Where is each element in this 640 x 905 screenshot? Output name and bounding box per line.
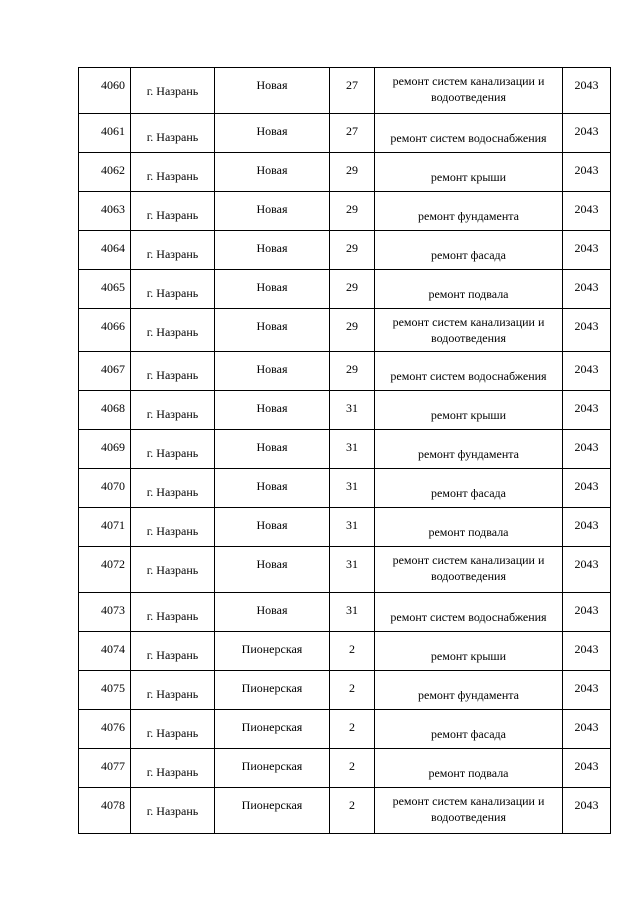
street-cell: Новая [215, 547, 330, 593]
year-cell: 2043 [563, 153, 611, 192]
table-row [79, 749, 611, 788]
year-cell: 2043 [563, 469, 611, 508]
table-row [79, 231, 611, 270]
table-row [79, 593, 611, 632]
row-number: 4075 [79, 671, 131, 710]
city-cell: г. Назрань [131, 593, 215, 632]
city-cell: г. Назрань [131, 508, 215, 547]
work-type-cell: ремонт крыши [375, 632, 563, 671]
house-number-cell: 2 [330, 632, 375, 671]
street-cell: Новая [215, 153, 330, 192]
work-type-cell: ремонт систем канализации и водоотведения [375, 309, 563, 352]
house-number-cell: 27 [330, 114, 375, 153]
row-number: 4063 [79, 192, 131, 231]
row-number: 4078 [79, 788, 131, 834]
table-row [79, 508, 611, 547]
house-number-cell: 31 [330, 547, 375, 593]
work-type-cell: ремонт фасада [375, 469, 563, 508]
work-type-cell: ремонт систем водоснабжения [375, 352, 563, 391]
house-number-cell: 29 [330, 309, 375, 352]
year-cell: 2043 [563, 632, 611, 671]
year-cell: 2043 [563, 788, 611, 834]
table-row [79, 270, 611, 309]
row-number: 4073 [79, 593, 131, 632]
year-cell: 2043 [563, 391, 611, 430]
row-number: 4060 [79, 68, 131, 114]
street-cell: Пионерская [215, 788, 330, 834]
year-cell: 2043 [563, 547, 611, 593]
street-cell: Новая [215, 192, 330, 231]
street-cell: Пионерская [215, 749, 330, 788]
city-cell: г. Назрань [131, 788, 215, 834]
house-number-cell: 29 [330, 231, 375, 270]
table-row [79, 309, 611, 352]
year-cell: 2043 [563, 508, 611, 547]
row-number: 4076 [79, 710, 131, 749]
work-type-cell: ремонт подвала [375, 749, 563, 788]
work-type-cell: ремонт подвала [375, 508, 563, 547]
work-type-cell: ремонт систем канализации и водоотведения [375, 547, 563, 593]
row-number: 4061 [79, 114, 131, 153]
table-row [79, 632, 611, 671]
house-number-cell: 2 [330, 788, 375, 834]
city-cell: г. Назрань [131, 68, 215, 114]
row-number: 4072 [79, 547, 131, 593]
year-cell: 2043 [563, 231, 611, 270]
street-cell: Новая [215, 231, 330, 270]
year-cell: 2043 [563, 352, 611, 391]
table-row [79, 352, 611, 391]
house-number-cell: 29 [330, 270, 375, 309]
city-cell: г. Назрань [131, 231, 215, 270]
work-type-cell: ремонт фундамента [375, 671, 563, 710]
street-cell: Новая [215, 593, 330, 632]
house-number-cell: 31 [330, 391, 375, 430]
house-number-cell: 31 [330, 430, 375, 469]
street-cell: Пионерская [215, 671, 330, 710]
year-cell: 2043 [563, 430, 611, 469]
house-number-cell: 31 [330, 508, 375, 547]
table-row [79, 710, 611, 749]
house-number-cell: 31 [330, 593, 375, 632]
row-number: 4074 [79, 632, 131, 671]
table-row [79, 788, 611, 834]
year-cell: 2043 [563, 114, 611, 153]
year-cell: 2043 [563, 749, 611, 788]
street-cell: Новая [215, 114, 330, 153]
year-cell: 2043 [563, 593, 611, 632]
street-cell: Новая [215, 352, 330, 391]
work-type-cell: ремонт систем канализации и водоотведения [375, 788, 563, 834]
house-number-cell: 2 [330, 671, 375, 710]
table-row [79, 68, 611, 114]
house-number-cell: 29 [330, 153, 375, 192]
city-cell: г. Назрань [131, 352, 215, 391]
street-cell: Новая [215, 68, 330, 114]
street-cell: Пионерская [215, 710, 330, 749]
work-type-cell: ремонт подвала [375, 270, 563, 309]
table-row [79, 547, 611, 593]
table-row [79, 153, 611, 192]
year-cell: 2043 [563, 710, 611, 749]
city-cell: г. Назрань [131, 391, 215, 430]
street-cell: Новая [215, 309, 330, 352]
house-number-cell: 31 [330, 469, 375, 508]
table-row [79, 671, 611, 710]
year-cell: 2043 [563, 192, 611, 231]
table-row [79, 430, 611, 469]
row-number: 4067 [79, 352, 131, 391]
work-type-cell: ремонт фундамента [375, 192, 563, 231]
work-type-cell: ремонт крыши [375, 391, 563, 430]
house-number-cell: 2 [330, 710, 375, 749]
work-type-cell: ремонт фундамента [375, 430, 563, 469]
street-cell: Новая [215, 430, 330, 469]
row-number: 4065 [79, 270, 131, 309]
house-number-cell: 29 [330, 352, 375, 391]
row-number: 4062 [79, 153, 131, 192]
row-number: 4077 [79, 749, 131, 788]
street-cell: Новая [215, 508, 330, 547]
year-cell: 2043 [563, 68, 611, 114]
table-row [79, 469, 611, 508]
row-number: 4066 [79, 309, 131, 352]
table-row [79, 192, 611, 231]
city-cell: г. Назрань [131, 114, 215, 153]
street-cell: Новая [215, 469, 330, 508]
city-cell: г. Назрань [131, 192, 215, 231]
year-cell: 2043 [563, 309, 611, 352]
city-cell: г. Назрань [131, 153, 215, 192]
year-cell: 2043 [563, 270, 611, 309]
city-cell: г. Назрань [131, 469, 215, 508]
year-cell: 2043 [563, 671, 611, 710]
row-number: 4068 [79, 391, 131, 430]
city-cell: г. Назрань [131, 309, 215, 352]
city-cell: г. Назрань [131, 547, 215, 593]
work-type-cell: ремонт систем водоснабжения [375, 593, 563, 632]
city-cell: г. Назрань [131, 430, 215, 469]
work-type-cell: ремонт систем водоснабжения [375, 114, 563, 153]
city-cell: г. Назрань [131, 671, 215, 710]
city-cell: г. Назрань [131, 632, 215, 671]
row-number: 4071 [79, 508, 131, 547]
street-cell: Новая [215, 391, 330, 430]
house-number-cell: 29 [330, 192, 375, 231]
work-type-cell: ремонт крыши [375, 153, 563, 192]
work-type-cell: ремонт систем канализации и водоотведения [375, 68, 563, 114]
table-row [79, 114, 611, 153]
street-cell: Пионерская [215, 632, 330, 671]
city-cell: г. Назрань [131, 749, 215, 788]
city-cell: г. Назрань [131, 710, 215, 749]
street-cell: Новая [215, 270, 330, 309]
row-number: 4069 [79, 430, 131, 469]
work-type-cell: ремонт фасада [375, 231, 563, 270]
row-number: 4064 [79, 231, 131, 270]
row-number: 4070 [79, 469, 131, 508]
house-number-cell: 27 [330, 68, 375, 114]
city-cell: г. Назрань [131, 270, 215, 309]
work-type-cell: ремонт фасада [375, 710, 563, 749]
house-number-cell: 2 [330, 749, 375, 788]
repair-schedule-table [78, 67, 611, 834]
table-row [79, 391, 611, 430]
